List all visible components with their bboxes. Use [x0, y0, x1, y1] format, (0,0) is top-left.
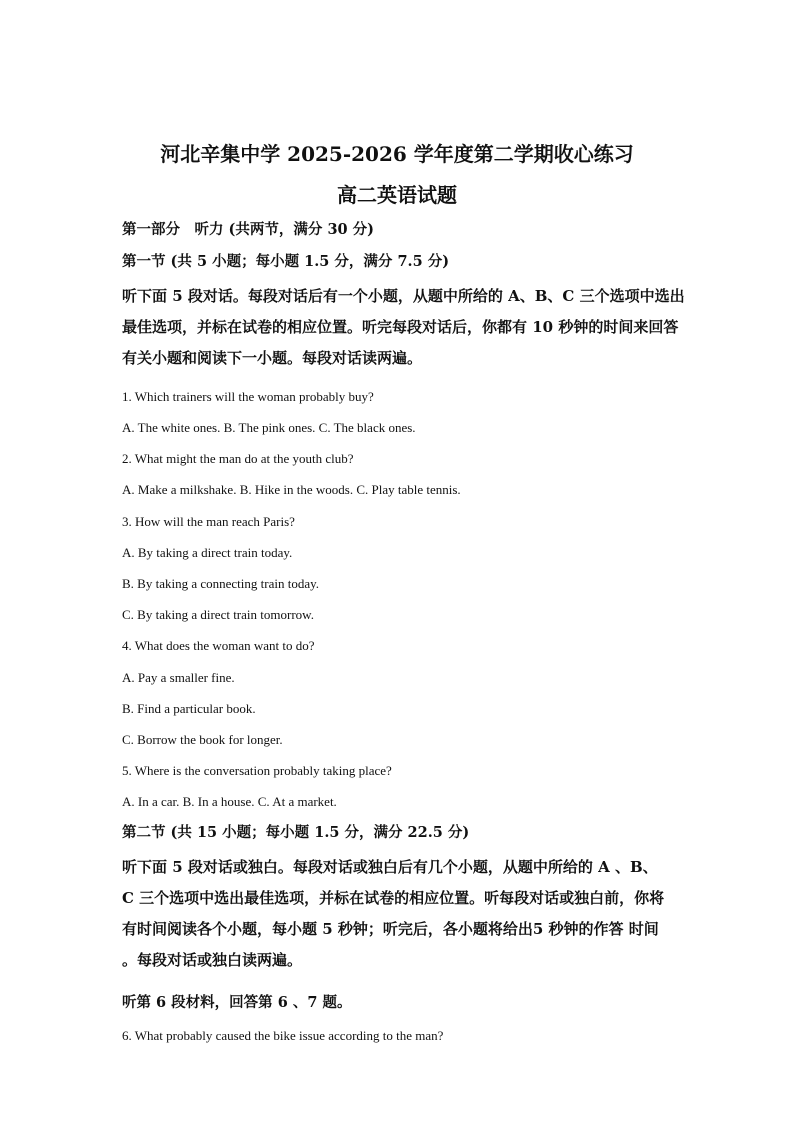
section2-heading: 第二节 (共 15 小题；每小题 1.5 分，满分 22.5 分): [122, 824, 470, 841]
exam-title: 河北辛集中学 2025-2026 学年度第二学期收心练习: [160, 142, 634, 166]
question-3-option-a: A. By taking a direct train today.: [122, 545, 293, 560]
section2-instruction-line-2: C 三个选项中选出最佳选项，并标在试卷的相应位置。听每段对话或独白前，你将: [122, 889, 665, 907]
question-2-options: A. Make a milkshake. B. Hike in the woods. C. Play table tennis.: [122, 482, 461, 497]
material-6-heading: 听第 6 段材料，回答第 6 、7 题。: [122, 994, 352, 1011]
section1-heading: 第一节 (共 5 小题；每小题 1.5 分，满分 7.5 分): [122, 253, 450, 270]
question-1-options: A. The white ones. B. The pink ones. C. The black ones.: [122, 420, 416, 435]
question-4-stem: 4. What does the woman want to do?: [122, 638, 315, 653]
question-3-option-c: C. By taking a direct train tomorrow.: [122, 607, 314, 622]
section1-instruction: 听下面 5 段对话。每段对话后有一个小题，从题中所给的 A、B、C 三个选项中选出最佳选项，并标在试卷的相应位置。听完每段对话后，你都有 10 秒钟的时间来回答有关小题和阅读下一小题。每段对话读两遍。: [122, 287, 685, 367]
section2-instruction-line-3: 有时间阅读各个小题，每小题 5 秒钟；听完后，各小题将给出5 秒钟的作答 时间: [122, 920, 659, 938]
question-1-stem: 1. Which trainers will the woman probably buy?: [122, 389, 374, 404]
question-3-option-b: B. By taking a connecting train today.: [122, 576, 319, 591]
question-6-stem: 6. What probably caused the bike issue according to the man?: [122, 1028, 444, 1043]
question-4-option-a: A. Pay a smaller fine.: [122, 670, 235, 685]
exam-subtitle: 高二英语试题: [337, 183, 457, 207]
question-5-stem: 5. Where is the conversation probably taking place?: [122, 763, 392, 778]
question-5-options: A. In a car. B. In a house. C. At a market.: [122, 794, 337, 809]
question-4-option-b: B. Find a particular book.: [122, 701, 256, 716]
part1-heading: 第一部分 听力 (共两节，满分 30 分): [122, 221, 375, 238]
question-2-stem: 2. What might the man do at the youth club?: [122, 451, 354, 466]
question-3-stem: 3. How will the man reach Paris?: [122, 514, 295, 529]
question-4-option-c: C. Borrow the book for longer.: [122, 732, 283, 747]
section2-instruction-line-4: 。每段对话或独白读两遍。: [122, 951, 303, 969]
section2-instruction-line-1: 听下面 5 段对话或独白。每段对话或独白后有几个小题，从题中所给的 A 、B、: [122, 858, 658, 876]
